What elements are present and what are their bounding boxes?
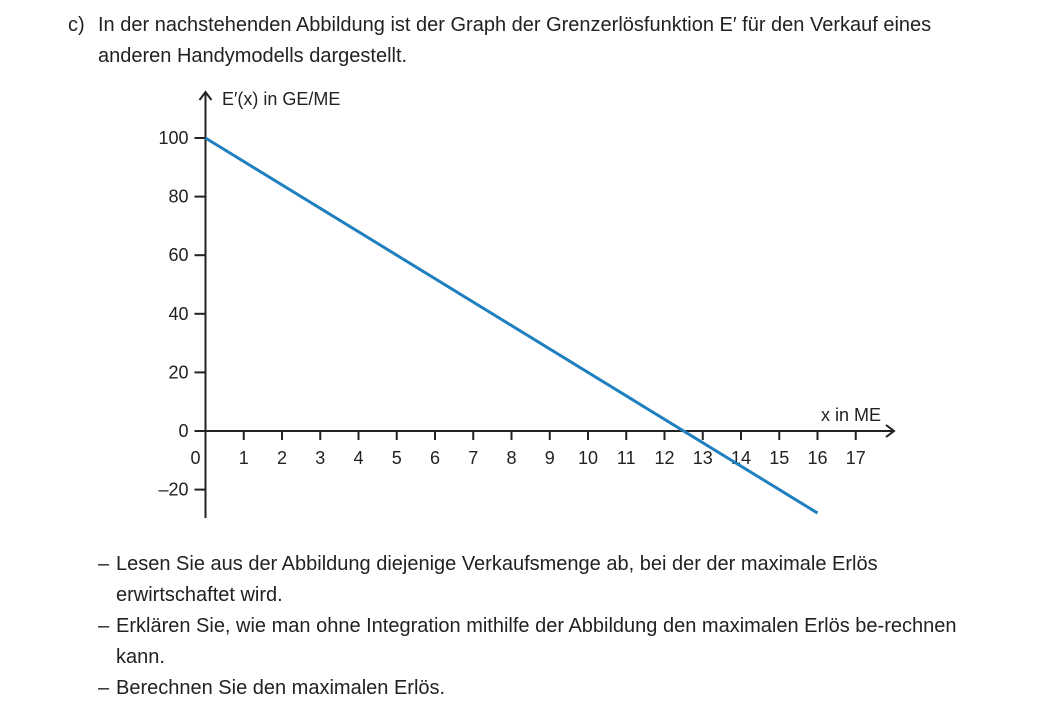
y-tick-label: –20 (158, 479, 189, 500)
question-dash: – (98, 553, 110, 575)
y-tick-label: 0 (178, 421, 189, 441)
question-item (98, 549, 998, 611)
x-tick-label: 8 (506, 448, 517, 468)
x-tick-label: 5 (391, 448, 402, 468)
y-ticks (158, 128, 206, 500)
x-tick-label: 6 (429, 448, 441, 468)
y-tick-label: 80 (168, 186, 189, 207)
x-tick-label: 2 (276, 448, 288, 468)
task-text: In der nachstehenden Abbildung ist der Graph der Grenzerlösfunktion E′ für den Verkauf eines anderen Handymodells dargestellt. (98, 14, 932, 67)
x-ticks (190, 430, 865, 468)
x-tick-label: 12 (654, 448, 675, 468)
x-tick-label: 3 (315, 448, 326, 468)
question-list (98, 549, 998, 704)
question-text: Lesen Sie aus der Abbildung diejenige Verkaufsmenge ab, bei der der maximale Erlös erwirtschaftet wird. (116, 553, 878, 606)
question-dash: – (98, 677, 110, 699)
x-tick-label: 0 (190, 448, 201, 468)
x-tick-label: 10 (577, 448, 599, 468)
y-axis-label: E′(x) in GE/ME (222, 89, 341, 109)
question-text: Berechnen Sie den maximalen Erlös. (116, 677, 446, 699)
question-dash: – (98, 615, 110, 637)
x-tick-label: 13 (692, 448, 713, 468)
x-tick-label: 4 (353, 448, 364, 468)
question-item (98, 611, 998, 673)
y-tick-label: 100 (158, 128, 189, 148)
question-item (98, 673, 998, 704)
y-tick-label: 60 (168, 245, 189, 266)
y-tick-label: 40 (168, 303, 189, 324)
task-label: c) (68, 14, 85, 36)
x-tick-label: 14 (730, 448, 752, 468)
x-axis-label: x in ME (820, 405, 881, 425)
x-tick-label: 1 (238, 448, 249, 468)
x-tick-label: 17 (845, 448, 866, 468)
x-tick-label: 15 (769, 448, 790, 468)
x-tick-label: 7 (468, 448, 479, 468)
x-tick-label: 11 (616, 448, 636, 468)
question-text: Erklären Sie, wie man ohne Integration mithilfe der Abbildung den maximalen Erlös be-rechnen kann. (116, 615, 957, 668)
y-tick-label: 20 (168, 362, 189, 383)
x-tick-label: 9 (544, 448, 555, 468)
x-tick-label: 16 (807, 448, 828, 468)
